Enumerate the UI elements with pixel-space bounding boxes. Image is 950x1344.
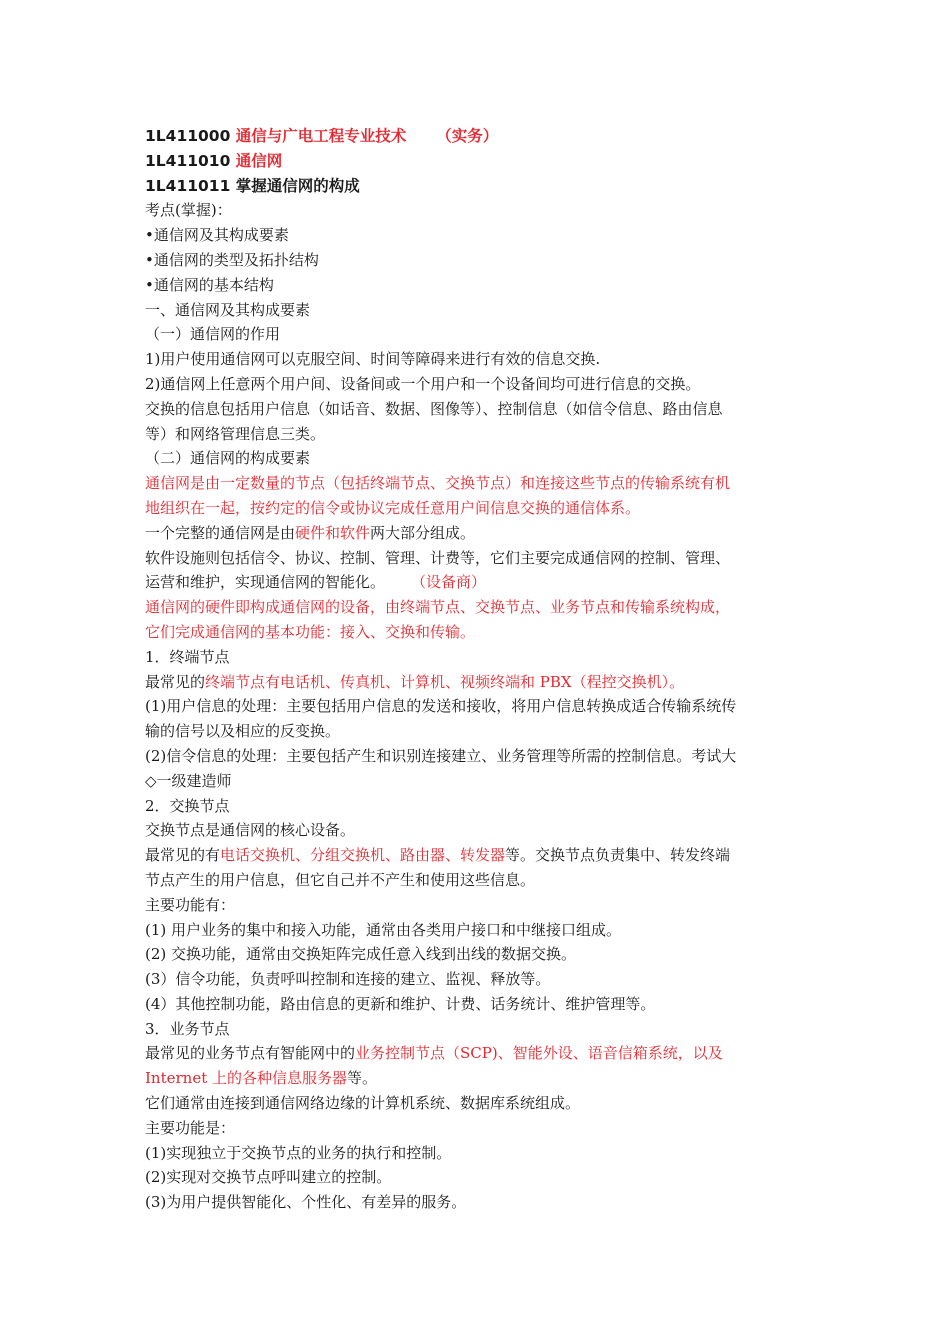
highlight-run: 硬件和软件 [295,523,371,542]
paragraph [145,670,810,695]
paragraph [145,521,810,546]
heading-3 [145,174,810,199]
bullet-item: •通信网的类型及拓扑结构 [145,250,319,269]
paragraph: (1)用户信息的处理：主要包括用户信息的发送和接收，将用户信息转换成适合传输系统传 [145,697,737,716]
heading-1-code: 1L411000 [145,127,231,145]
paragraph: 等）和网络管理信息三类。 [145,424,326,443]
highlight-run: 业务控制节点（SCP)、智能外设、语音信箱系统，以及 [355,1044,723,1063]
paragraph: 输的信号以及相应的反变换。 [145,722,341,741]
text-run: 最常见的有 [145,846,221,865]
paragraph: 2)通信网上任意两个用户间、设备间或一个用户和一个设备间均可进行信息的交换。 [145,374,701,393]
text-run: 最常见的 [145,672,206,691]
heading-3-code: 1L411011 [145,176,231,195]
list-item: (3)为用户提供智能化、个性化、有差异的服务。 [145,1193,467,1212]
heading-2-title: 通信网 [235,151,283,170]
heading-2 [145,149,810,174]
paragraph: 它们通常由连接到通信网络边缘的计算机系统、数据库系统组成。 [145,1094,581,1113]
list-item: (2)实现对交换节点呼叫建立的控制。 [145,1168,392,1187]
paragraph: 交换节点是通信网的核心设备。 [145,821,356,840]
heading-2-code: 1L411010 [145,151,231,170]
item-title: 2．交换节点 [145,796,230,815]
text-run: 最常见的业务节点有智能网中的 [145,1044,356,1063]
hardware-highlight: 通信网的硬件即构成通信网的设备，由终端节点、交换节点、业务节点和传输系统构成， [145,598,731,617]
text-run: 运营和维护，实现通信网的智能化。 [145,573,386,592]
list-item: (2) 交换功能，通常由交换矩阵完成任意入线到出线的数据交换。 [145,945,577,964]
paragraph: (2)信令信息的处理：主要包括产生和识别连接建立、业务管理等所需的控制信息。考试大 [145,746,737,765]
item-title: 3．业务节点 [145,1019,230,1038]
definition-highlight: 通信网是由一定数量的节点（包括终端节点、交换节点）和连接这些节点的传输系统有机 [145,474,731,493]
exam-points-label: 考点(掌握)： [145,201,232,220]
heading-1-title: 通信与广电工程专业技术 [235,127,407,145]
paragraph: 主要功能有： [145,895,236,914]
text-run: 一个完整的通信网是由 [145,523,296,542]
paragraph: ◇一级建造师 [145,771,232,790]
paragraph: 软件设施则包括信令、协议、控制、管理、计费等，它们主要完成通信网的控制、管理、 [145,548,731,567]
document-page [145,124,810,1215]
highlight-run: 终端节点有电话机、传真机、计算机、视频终端和 PBX（程控交换机）。 [205,672,685,691]
hardware-highlight: 它们完成通信网的基本功能：接入、交换和传输。 [145,622,476,641]
text-run: 等。 [347,1069,378,1088]
paragraph: 主要功能是： [145,1118,236,1137]
list-item: (4）其他控制功能，路由信息的更新和维护、计费、话务统计、维护管理等。 [145,994,656,1013]
bullet-item: •通信网的基本结构 [145,275,274,294]
text-run: 等。交换节点负责集中、转发终端 [505,846,731,865]
list-item: (1)实现独立于交换节点的业务的执行和控制。 [145,1143,452,1162]
heading-1-tag: （实务） [436,127,499,145]
list-item: (3）信令功能，负责呼叫控制和连接的建立、监视、释放等。 [145,970,551,989]
paragraph: 交换的信息包括用户信息（如话音、数据、图像等）、控制信息（如信令信息、路由信息 [145,399,723,418]
subsection-title: （二）通信网的构成要素 [145,449,311,468]
definition-highlight: 地组织在一起，按约定的信令或协议完成任意用户间信息交换的通信体系。 [145,498,641,517]
list-item: (1) 用户业务的集中和接入功能，通常由各类用户接口和中继接口组成。 [145,920,622,939]
paragraph: 节点产生的用户信息，但它自己并不产生和使用这些信息。 [145,870,536,889]
highlight-run: 电话交换机、分组交换机、路由器、转发器 [220,846,506,865]
text-run: 两大部分组成。 [370,523,476,542]
subsection-title: （一）通信网的作用 [145,325,281,344]
bullet-item: •通信网及其构成要素 [145,226,289,245]
heading-1 [145,124,810,149]
item-title: 1．终端节点 [145,647,230,666]
paragraph: 1)用户使用通信网可以克服空间、时间等障碍来进行有效的信息交换. [145,350,601,369]
paragraph [145,1066,810,1091]
heading-3-title: 掌握通信网的构成 [235,176,360,195]
highlight-run: Internet 上的各种信息服务器 [145,1069,347,1088]
paragraph [145,1041,810,1066]
paragraph [145,570,810,595]
paragraph [145,843,810,868]
section-title: 一、通信网及其构成要素 [145,300,311,319]
highlight-run: （设备商） [411,573,487,592]
